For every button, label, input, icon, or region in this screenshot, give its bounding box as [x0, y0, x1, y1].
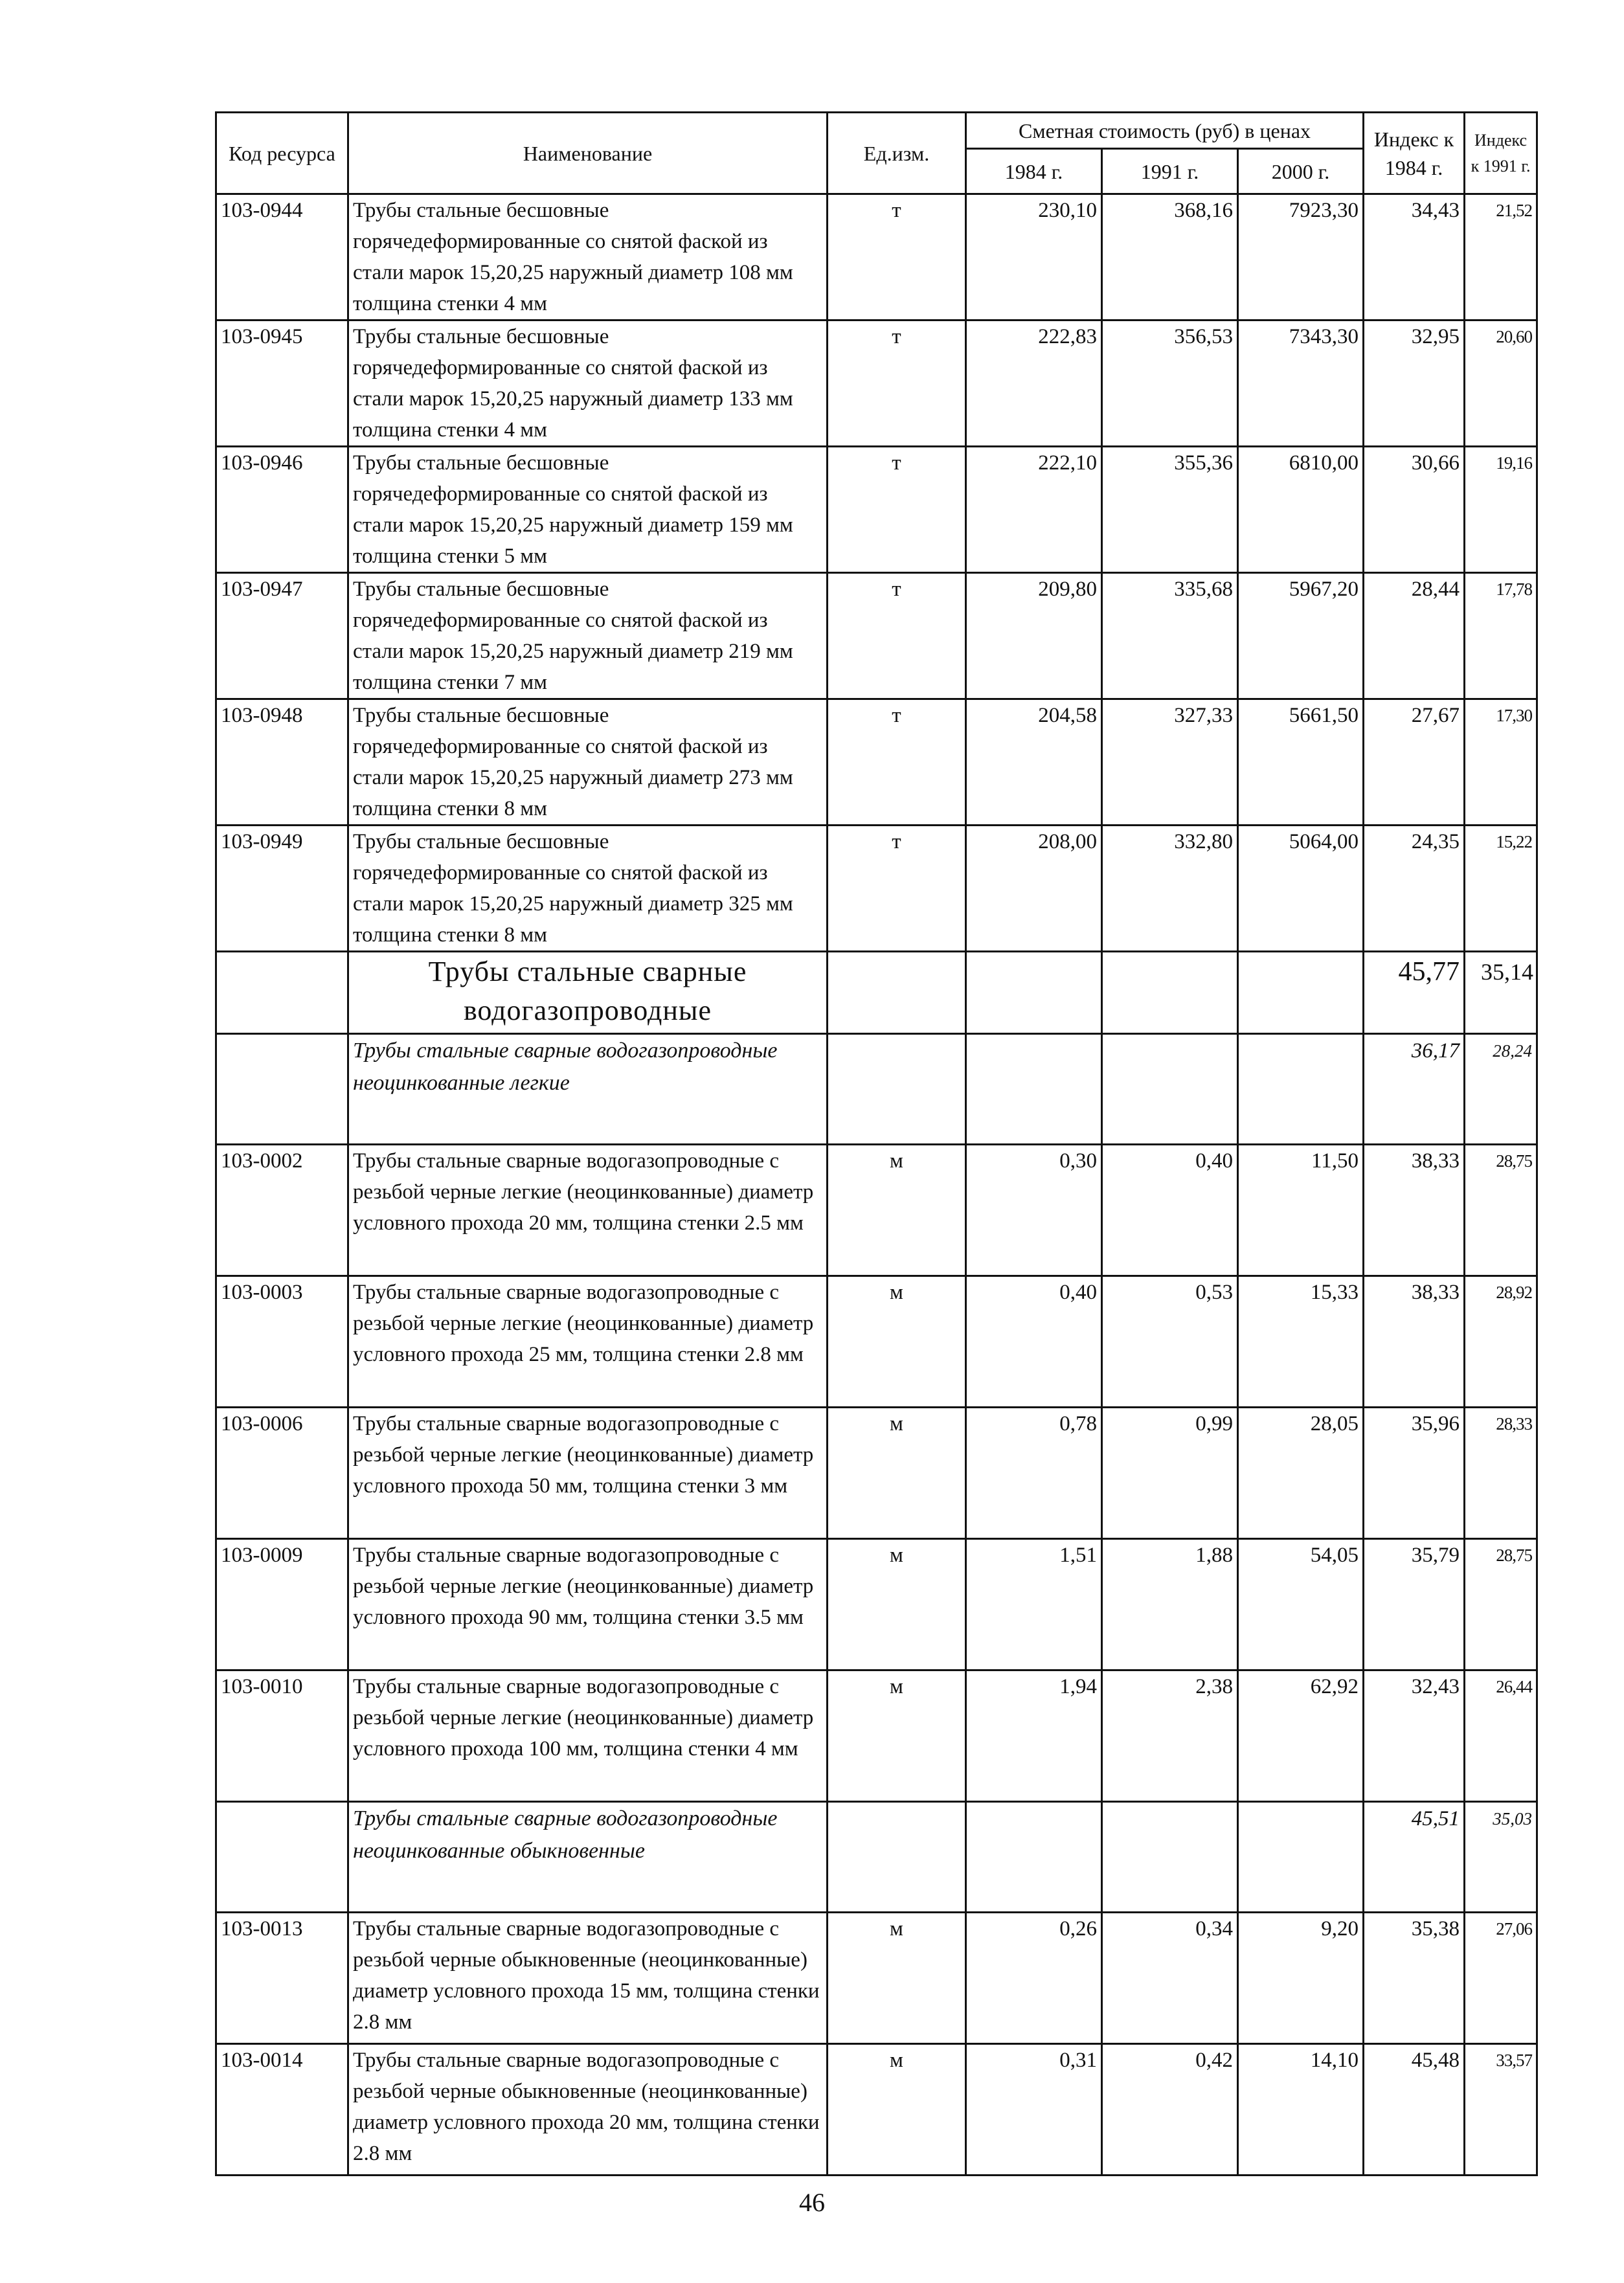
- header-row: [216, 113, 1537, 149]
- resource-code: 103-0002: [216, 1145, 348, 1276]
- price-1991: 327,33: [1102, 699, 1238, 826]
- index-1984: 35,79: [1364, 1539, 1465, 1670]
- header-unit: Ед.изм.: [828, 113, 966, 194]
- unit-cell: м: [828, 1670, 966, 1802]
- unit-cell: т: [828, 573, 966, 699]
- index-1984: 38,33: [1364, 1145, 1465, 1276]
- price-1984: 204,58: [966, 699, 1102, 826]
- index-1984: 24,35: [1364, 826, 1465, 952]
- resource-name: Трубы стальные бесшовные горячедеформированные со снятой фаской из стали марок 15,20,25 наружный диаметр 325 мм толщина стенки 8 мм: [348, 826, 828, 952]
- subsection-row: [216, 1034, 1537, 1145]
- index-1991: 20,60: [1465, 321, 1537, 447]
- price-2000: 15,33: [1238, 1276, 1364, 1408]
- index-1991: 19,16: [1465, 447, 1537, 573]
- price-2000: 7343,30: [1238, 321, 1364, 447]
- index-1991: 15,22: [1465, 826, 1537, 952]
- table-row: [216, 321, 1537, 447]
- index-1984: 32,43: [1364, 1670, 1465, 1802]
- unit-cell: м: [828, 2044, 966, 2176]
- price-1984: 1,51: [966, 1539, 1102, 1670]
- table-row: [216, 1913, 1537, 2044]
- section-index-1984: 45,77: [1364, 952, 1465, 1034]
- index-1991: 33,57: [1465, 2044, 1537, 2176]
- unit-cell: м: [828, 1145, 966, 1276]
- header-year-2000: 2000 г.: [1238, 149, 1364, 194]
- resource-code: 103-0944: [216, 194, 348, 321]
- table-row: [216, 447, 1537, 573]
- price-2000: 54,05: [1238, 1539, 1364, 1670]
- table-row: [216, 826, 1537, 952]
- unit-cell: т: [828, 321, 966, 447]
- price-2000: 5064,00: [1238, 826, 1364, 952]
- subsection-title: Трубы стальные сварные водогазопроводные неоцинкованные легкие: [348, 1034, 828, 1145]
- header-year-1991: 1991 г.: [1102, 149, 1238, 194]
- price-2000: 5661,50: [1238, 699, 1364, 826]
- resource-name: Трубы стальные сварные водогазопроводные с резьбой черные легкие (неоцинкованные) диаметр условного прохода 100 мм, толщина стенки 4 мм: [348, 1670, 828, 1802]
- empty-cell: [1102, 1034, 1238, 1145]
- price-1991: 332,80: [1102, 826, 1238, 952]
- index-1984: 38,33: [1364, 1276, 1465, 1408]
- table-row: [216, 1145, 1537, 1276]
- price-1991: 355,36: [1102, 447, 1238, 573]
- price-1991: 368,16: [1102, 194, 1238, 321]
- price-1991: 0,34: [1102, 1913, 1238, 2044]
- resource-name: Трубы стальные сварные водогазопроводные с резьбой черные легкие (неоцинкованные) диаметр условного прохода 50 мм, толщина стенки 3 мм: [348, 1408, 828, 1539]
- empty-cell: [1102, 1802, 1238, 1913]
- resource-code: 103-0948: [216, 699, 348, 826]
- price-1984: 230,10: [966, 194, 1102, 321]
- price-1984: 0,40: [966, 1276, 1102, 1408]
- price-2000: 6810,00: [1238, 447, 1364, 573]
- resource-code: 103-0009: [216, 1539, 348, 1670]
- index-1991: 21,52: [1465, 194, 1537, 321]
- price-1984: 0,31: [966, 2044, 1102, 2176]
- table-row: [216, 1276, 1537, 1408]
- resource-code: 103-0010: [216, 1670, 348, 1802]
- price-1984: 222,83: [966, 321, 1102, 447]
- price-1991: 335,68: [1102, 573, 1238, 699]
- index-1984: 35,96: [1364, 1408, 1465, 1539]
- unit-cell: т: [828, 826, 966, 952]
- price-1991: 0,40: [1102, 1145, 1238, 1276]
- resource-name: Трубы стальные бесшовные горячедеформированные со снятой фаской из стали марок 15,20,25 наружный диаметр 108 мм толщина стенки 4 мм: [348, 194, 828, 321]
- table-row: [216, 1408, 1537, 1539]
- empty-cell: [1238, 1802, 1364, 1913]
- price-1991: 2,38: [1102, 1670, 1238, 1802]
- price-2000: 5967,20: [1238, 573, 1364, 699]
- empty-cell: [828, 1802, 966, 1913]
- empty-cell: [1238, 1034, 1364, 1145]
- price-2000: 9,20: [1238, 1913, 1364, 2044]
- empty-cell: [828, 952, 966, 1034]
- resource-name: Трубы стальные сварные водогазопроводные с резьбой черные легкие (неоцинкованные) диаметр условного прохода 20 мм, толщина стенки 2.5 мм: [348, 1145, 828, 1276]
- index-1984: 30,66: [1364, 447, 1465, 573]
- price-table: [215, 111, 1538, 2176]
- price-1984: 208,00: [966, 826, 1102, 952]
- price-1984: 1,94: [966, 1670, 1102, 1802]
- resource-name: Трубы стальные бесшовные горячедеформированные со снятой фаской из стали марок 15,20,25 наружный диаметр 133 мм толщина стенки 4 мм: [348, 321, 828, 447]
- header-index-1991: Индекс к 1991 г.: [1465, 113, 1537, 194]
- empty-cell: [216, 1034, 348, 1145]
- resource-name: Трубы стальные бесшовные горячедеформированные со снятой фаской из стали марок 15,20,25 наружный диаметр 159 мм толщина стенки 5 мм: [348, 447, 828, 573]
- unit-cell: т: [828, 699, 966, 826]
- resource-code: 103-0947: [216, 573, 348, 699]
- price-2000: 11,50: [1238, 1145, 1364, 1276]
- price-2000: 28,05: [1238, 1408, 1364, 1539]
- section-index-1991: 35,14: [1465, 952, 1537, 1034]
- unit-cell: м: [828, 1913, 966, 2044]
- header-code: Код ресурса: [216, 113, 348, 194]
- index-1984: 45,48: [1364, 2044, 1465, 2176]
- unit-cell: т: [828, 194, 966, 321]
- section-title: Трубы стальные сварные водогазопроводные: [348, 952, 828, 1034]
- resource-name: Трубы стальные бесшовные горячедеформированные со снятой фаской из стали марок 15,20,25 наружный диаметр 273 мм толщина стенки 8 мм: [348, 699, 828, 826]
- unit-cell: м: [828, 1276, 966, 1408]
- index-1991: 17,30: [1465, 699, 1537, 826]
- index-1984: 28,44: [1364, 573, 1465, 699]
- resource-name: Трубы стальные сварные водогазопроводные с резьбой черные легкие (неоцинкованные) диаметр условного прохода 25 мм, толщина стенки 2.8 мм: [348, 1276, 828, 1408]
- index-1984: 32,95: [1364, 321, 1465, 447]
- header-price-group: Сметная стоимость (руб) в ценах: [966, 113, 1364, 149]
- index-1991: 28,33: [1465, 1408, 1537, 1539]
- empty-cell: [216, 952, 348, 1034]
- price-1991: 0,42: [1102, 2044, 1238, 2176]
- header-year-1984: 1984 г.: [966, 149, 1102, 194]
- index-1991: 27,06: [1465, 1913, 1537, 2044]
- table-row: [216, 699, 1537, 826]
- index-1991: 26,44: [1465, 1670, 1537, 1802]
- section-row: [216, 952, 1537, 1034]
- empty-cell: [1238, 952, 1364, 1034]
- empty-cell: [966, 1802, 1102, 1913]
- header-index-1984: Индекс к 1984 г.: [1364, 113, 1465, 194]
- subsection-index-1984: 36,17: [1364, 1034, 1465, 1145]
- table-row: [216, 573, 1537, 699]
- price-2000: 62,92: [1238, 1670, 1364, 1802]
- subsection-index-1984: 45,51: [1364, 1802, 1465, 1913]
- table-row: [216, 1670, 1537, 1802]
- subsection-title: Трубы стальные сварные водогазопроводные неоцинкованные обыкновенные: [348, 1802, 828, 1913]
- price-1991: 0,99: [1102, 1408, 1238, 1539]
- empty-cell: [966, 1034, 1102, 1145]
- price-1984: 222,10: [966, 447, 1102, 573]
- index-1984: 35,38: [1364, 1913, 1465, 2044]
- price-1984: 0,30: [966, 1145, 1102, 1276]
- index-1991: 28,75: [1465, 1539, 1537, 1670]
- index-1991: 28,75: [1465, 1145, 1537, 1276]
- resource-name: Трубы стальные сварные водогазопроводные с резьбой черные легкие (неоцинкованные) диаметр условного прохода 90 мм, толщина стенки 3.5 мм: [348, 1539, 828, 1670]
- resource-code: 103-0949: [216, 826, 348, 952]
- resource-code: 103-0946: [216, 447, 348, 573]
- empty-cell: [1102, 952, 1238, 1034]
- index-1984: 27,67: [1364, 699, 1465, 826]
- price-1984: 209,80: [966, 573, 1102, 699]
- subsection-index-1991: 28,24: [1465, 1034, 1537, 1145]
- subsection-row: [216, 1802, 1537, 1913]
- price-1984: 0,78: [966, 1408, 1102, 1539]
- subsection-index-1991: 35,03: [1465, 1802, 1537, 1913]
- page-number: 46: [799, 2188, 825, 2217]
- price-2000: 14,10: [1238, 2044, 1364, 2176]
- resource-code: 103-0014: [216, 2044, 348, 2176]
- price-1991: 356,53: [1102, 321, 1238, 447]
- index-1991: 17,78: [1465, 573, 1537, 699]
- price-1991: 1,88: [1102, 1539, 1238, 1670]
- empty-cell: [966, 952, 1102, 1034]
- resource-name: Трубы стальные бесшовные горячедеформированные со снятой фаской из стали марок 15,20,25 наружный диаметр 219 мм толщина стенки 7 мм: [348, 573, 828, 699]
- resource-code: 103-0013: [216, 1913, 348, 2044]
- unit-cell: м: [828, 1539, 966, 1670]
- price-2000: 7923,30: [1238, 194, 1364, 321]
- price-1984: 0,26: [966, 1913, 1102, 2044]
- table-row: [216, 194, 1537, 321]
- empty-cell: [828, 1034, 966, 1145]
- resource-name: Трубы стальные сварные водогазопроводные с резьбой черные обыкновенные (неоцинкованные) диаметр условного прохода 20 мм, толщина стенки 2.8 мм: [348, 2044, 828, 2176]
- resource-code: 103-0945: [216, 321, 348, 447]
- table-row: [216, 2044, 1537, 2176]
- unit-cell: т: [828, 447, 966, 573]
- index-1991: 28,92: [1465, 1276, 1537, 1408]
- price-1991: 0,53: [1102, 1276, 1238, 1408]
- index-1984: 34,43: [1364, 194, 1465, 321]
- header-name: Наименование: [348, 113, 828, 194]
- resource-code: 103-0003: [216, 1276, 348, 1408]
- empty-cell: [216, 1802, 348, 1913]
- resource-name: Трубы стальные сварные водогазопроводные с резьбой черные обыкновенные (неоцинкованные) диаметр условного прохода 15 мм, толщина стенки 2.8 мм: [348, 1913, 828, 2044]
- unit-cell: м: [828, 1408, 966, 1539]
- resource-code: 103-0006: [216, 1408, 348, 1539]
- table-row: [216, 1539, 1537, 1670]
